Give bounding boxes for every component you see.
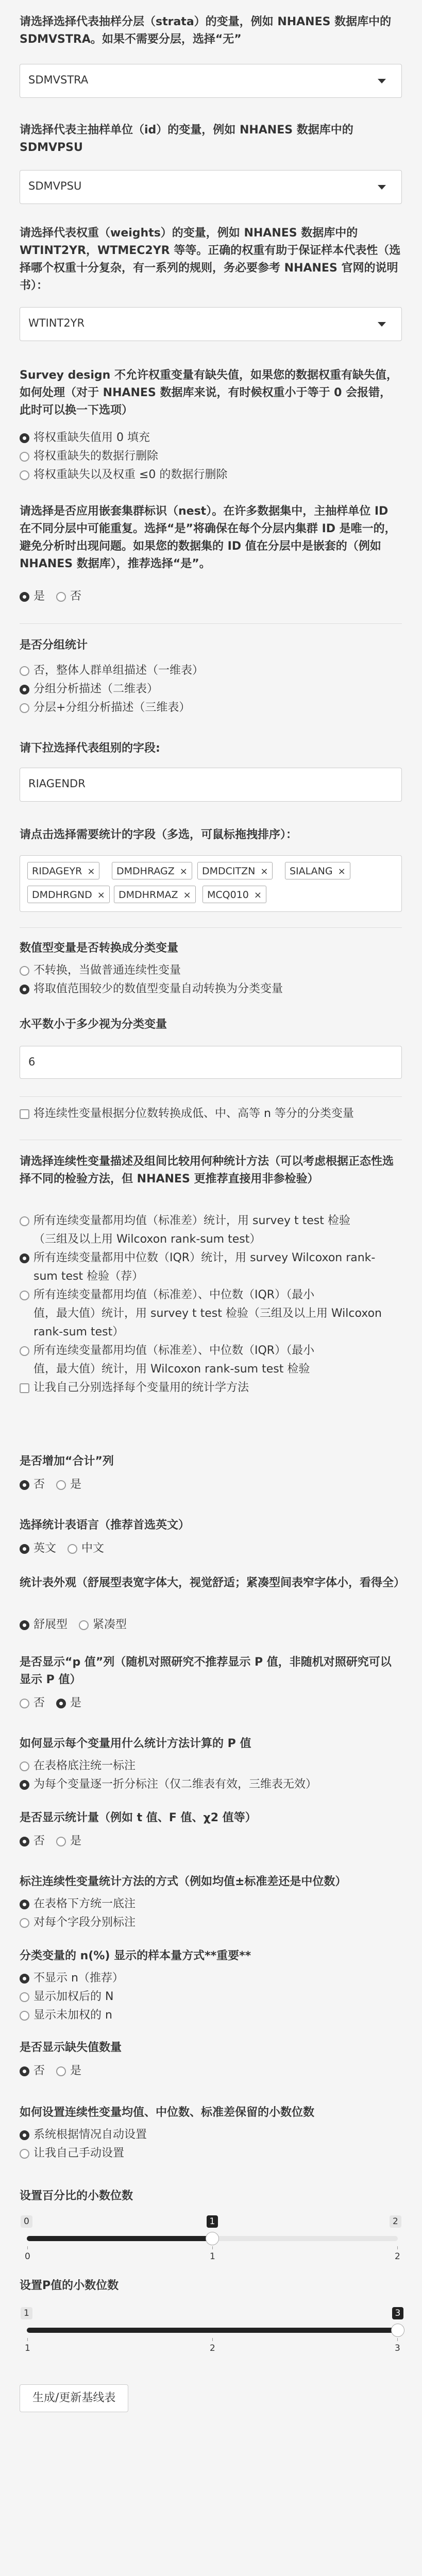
p-method-options: [20, 1757, 401, 1794]
slider-min-label: 0: [21, 2215, 32, 2228]
close-icon[interactable]: ×: [183, 890, 191, 901]
slider-tick-line: [212, 2338, 213, 2341]
slider-tick-line: [397, 2246, 398, 2249]
convert-option[interactable]: 不转换，当做普通连续性变量: [20, 961, 401, 980]
nest-label: 请选择是否应用嵌套集群标识（nest）。在许多数据集中，主抽样单位 ID 在不同分层中可能重复。选择“是”将确保在每个分层内集群 ID 是唯一的，避免分析时出现问题。如果您的数据集的 ID 值在分层中是嵌套的（例如 NHANES 数据库），推荐选择“是”。: [20, 505, 396, 570]
missing-weight-option[interactable]: 将权重缺失值用 0 填充: [20, 429, 401, 447]
language-label: 选择统计表语言（推荐首选英文）: [20, 1519, 190, 1532]
radio-icon: [20, 433, 29, 443]
decimals-option[interactable]: 让我自己手动设置: [20, 2144, 401, 2163]
slider-min-label: 1: [21, 2307, 32, 2319]
missing-weight-option[interactable]: 将权重缺失的数据行删除: [20, 447, 401, 466]
slider-tick-label: 2: [210, 2343, 215, 2353]
variable-tag[interactable]: SIALANG ×: [285, 862, 350, 879]
strata-select[interactable]: [20, 64, 402, 98]
decimals-label: 如何设置连续性变量均值、中位数、标准差保留的小数位数: [20, 2106, 315, 2119]
psu-select[interactable]: [20, 170, 402, 204]
missing-n-group: 否 是: [20, 2062, 401, 2080]
close-icon[interactable]: ×: [87, 866, 95, 877]
slider-tick-label: 1: [210, 2251, 215, 2262]
radio-icon[interactable]: [79, 1620, 89, 1630]
divider: [20, 927, 402, 928]
group-var-value: RIAGENDR: [28, 777, 86, 790]
language-group: 英文 中文: [20, 1539, 401, 1558]
p-method-option[interactable]: 为每个变量逐一折分标注（仅二维表有效，三维表无效）: [20, 1775, 401, 1794]
n-display-option[interactable]: 不显示 n（推荐）: [20, 1969, 401, 1988]
radio-icon: [20, 1291, 29, 1300]
group-var-label: 请下拉选择代表组别的字段:: [20, 742, 160, 755]
table-style-group: 舒展型 紧凑型: [20, 1616, 401, 1634]
radio-icon: [20, 452, 29, 462]
n-display-option[interactable]: 显示未加权的 n: [20, 2006, 401, 2025]
total-col-group: 否 是: [20, 1476, 401, 1494]
radio-icon: [20, 470, 29, 480]
slider-fill: [27, 2328, 398, 2333]
decimals-option[interactable]: 系统根据情况自动设置: [20, 2126, 401, 2144]
p-method-option[interactable]: 在表格底注统一标注: [20, 1757, 401, 1775]
radio-icon: [20, 1216, 29, 1226]
radio-icon[interactable]: [56, 1699, 66, 1708]
n-display-options: [20, 1969, 401, 2025]
slider-value-label: 3: [392, 2307, 404, 2319]
radio-icon[interactable]: [20, 1837, 29, 1846]
total-col-label: 是否增加“合计”列: [20, 1455, 114, 1468]
method-label: 请选择连续性变量描述及组间比较用何种统计方法（可以考虑根据正态性选择不同的检验方法，但 NHANES 更推荐直接用非参检验）: [20, 1155, 394, 1185]
radio-icon: [20, 685, 29, 694]
group-option[interactable]: 否，整体人群单组描述（一维表）: [20, 662, 401, 680]
radio-icon: [20, 1992, 29, 2002]
method-note-option[interactable]: 对每个字段分别标注: [20, 1913, 401, 1932]
slider-handle[interactable]: [206, 2232, 219, 2245]
group-label: 是否分组统计: [20, 639, 88, 652]
method-option[interactable]: 所有连续变量都用中位数（IQR）统计，用 survey Wilcoxon rank- sum test 检验（荐）: [20, 1249, 401, 1286]
missing-weight-label: Survey design 不允许权重变量有缺失值，如果您的数据权重有缺失值，如何处理（对于 NHANES 数据库来说，有时候权重小于等于 0 会报错，此时可以换一下选项）: [20, 369, 398, 417]
missing-weight-option[interactable]: 将权重缺失以及权重 ≤0 的数据行删除: [20, 466, 401, 484]
stat-vars-label: 请点击选择需要统计的字段（多选，可鼠标拖拽排序）：: [20, 828, 298, 841]
generate-table-button[interactable]: 生成/更新基线表: [20, 2384, 128, 2412]
radio-icon: [20, 2149, 29, 2159]
radio-icon: [20, 1900, 29, 1909]
radio-icon: [20, 2011, 29, 2021]
decimals-options: [20, 2126, 401, 2163]
pct-slider-label: 设置百分比的小数位数: [20, 2190, 133, 2202]
quantile-checkbox[interactable]: 将连续性变量根据分位数转换成低、中、高等 n 等分的分类变量: [20, 1105, 402, 1123]
p-slider-label: 设置P值的小数位数: [20, 2279, 119, 2292]
stat-value-label: 是否显示统计量（例如 t 值、F 值、χ2 值等）: [20, 1811, 257, 1824]
radio-icon: [20, 1918, 29, 1928]
variable-tag[interactable]: RIDAGEYR ×: [27, 862, 99, 879]
levels-input[interactable]: 6: [20, 1046, 402, 1079]
radio-icon[interactable]: [20, 592, 29, 602]
close-icon[interactable]: ×: [97, 890, 105, 901]
method-options: [20, 1212, 401, 1397]
radio-icon[interactable]: [20, 2066, 29, 2076]
radio-icon: [20, 1346, 29, 1356]
slider-fill: [27, 2236, 212, 2241]
slider-tick-line: [27, 2246, 28, 2249]
p-col-group: 否 是: [20, 1694, 401, 1713]
radio-icon[interactable]: [56, 592, 66, 602]
stat-vars-multiselect[interactable]: [20, 855, 402, 912]
slider-handle[interactable]: [391, 2324, 404, 2337]
method-custom-checkbox[interactable]: 让我自己分别选择每个变量用的统计学方法: [20, 1379, 401, 1397]
radio-icon: [20, 703, 29, 713]
group-options: [20, 662, 401, 717]
missing-n-label: 是否显示缺失值数量: [20, 2041, 122, 2054]
radio-icon: [20, 1761, 29, 1771]
chevron-down-icon: [378, 185, 386, 190]
divider: [20, 623, 402, 624]
slider-tick-line: [212, 2246, 213, 2249]
variable-tag[interactable]: DMDHRGND ×: [27, 886, 110, 903]
levels-label: 水平数小于多少视为分类变量: [20, 1018, 167, 1031]
weights-label: 请选择代表权重（weights）的变量，例如 NHANES 数据库中的 WTINT2YR，WTMEC2YR 等等。正确的权重有助于保证样本代表性（选择哪个权重十分复杂，有一系列的规则，务必要参考 NHANES 官网的说明书）：: [20, 227, 401, 292]
p-col-label: 是否显示“p 值”列（随机对照研究不推荐显示 P 值，非随机对照研究可以显示 P 值）: [20, 1656, 392, 1686]
radio-icon[interactable]: [20, 1480, 29, 1490]
radio-icon: [20, 2130, 29, 2140]
method-option[interactable]: 所有连续变量都用均值（标准差）、中位数（IQR）（最小 值，最大值）统计，用 Wilcoxon rank-sum test 检验: [20, 1342, 401, 1379]
missing-weight-group: [20, 429, 401, 484]
radio-icon[interactable]: [20, 1544, 29, 1554]
chevron-down-icon: [378, 79, 386, 83]
radio-icon: [20, 1974, 29, 1984]
radio-icon[interactable]: [56, 2066, 66, 2076]
divider: [20, 1096, 402, 1097]
checkbox-icon: [20, 1383, 29, 1393]
weights-value: WTINT2YR: [28, 317, 85, 329]
nest-group: 是 否: [20, 587, 401, 606]
method-note-option[interactable]: 在表格下方统一底注: [20, 1895, 401, 1913]
method-option[interactable]: 所有连续变量都用均值（标准差）统计，用 survey t test 检验 （三组及以上用 Wilcoxon rank-sum test）: [20, 1212, 401, 1249]
group-var-select[interactable]: [20, 768, 402, 802]
radio-icon: [20, 1780, 29, 1790]
method-note-options: [20, 1895, 401, 1932]
chevron-down-icon: [378, 322, 386, 327]
radio-icon: [20, 985, 29, 994]
group-option[interactable]: 分层+分组分析描述（三维表）: [20, 699, 401, 717]
variable-tag[interactable]: DMDHRMAZ ×: [114, 886, 196, 903]
slider-value-label: 1: [207, 2215, 218, 2228]
radio-icon[interactable]: [20, 1699, 29, 1708]
close-icon[interactable]: ×: [337, 866, 346, 877]
convert-option[interactable]: 将取值范围较少的数值型变量自动转换为分类变量: [20, 980, 401, 998]
n-display-option[interactable]: 显示加权后的 N: [20, 1988, 401, 2006]
slider-tick-label: 3: [395, 2343, 400, 2353]
close-icon[interactable]: ×: [260, 866, 268, 877]
radio-icon: [20, 666, 29, 676]
method-note-label: 标注连续性变量统计方法的方式（例如均值±标准差还是中位数）: [20, 1875, 347, 1888]
convert-options: [20, 961, 401, 998]
variable-tag[interactable]: MCQ010 ×: [202, 886, 266, 903]
slider-tick-label: 1: [25, 2343, 30, 2353]
radio-icon: [20, 1253, 29, 1263]
strata-value: SDMVSTRA: [28, 74, 89, 86]
radio-icon[interactable]: [20, 1620, 29, 1630]
variable-tag[interactable]: DMDHRAGZ ×: [112, 862, 192, 879]
strata-label: 请选择选择代表抽样分层（strata）的变量，例如 NHANES 数据库中的 SDMVSTRA。如果不需要分层，选择“无”: [20, 15, 392, 46]
stat-value-group: 否 是: [20, 1832, 401, 1851]
checkbox-icon: [20, 1109, 29, 1119]
convert-label: 数值型变量是否转换成分类变量: [20, 942, 179, 955]
radio-icon[interactable]: [56, 1480, 66, 1490]
p-method-label: 如何显示每个变量用什么统计方法计算的 P 值: [20, 1737, 251, 1750]
close-icon[interactable]: ×: [179, 866, 188, 877]
psu-value: SDMVPSU: [28, 180, 82, 192]
slider-tick-label: 0: [25, 2251, 30, 2262]
method-option[interactable]: 所有连续变量都用均值（标准差）、中位数（IQR）（最小 值，最大值）统计，用 survey t test 检验（三组及以上用 Wilcoxon rank-sum test）: [20, 1286, 401, 1342]
radio-icon: [20, 966, 29, 976]
variable-tag[interactable]: DMDCITZN ×: [197, 862, 273, 879]
slider-max-label: 2: [390, 2215, 401, 2228]
table-style-label: 统计表外观（舒展型表宽字体大，视觉舒适；紧凑型间表窄字体小，看得全）: [20, 1577, 406, 1589]
slider-tick-line: [27, 2338, 28, 2341]
radio-icon[interactable]: [67, 1544, 77, 1554]
radio-icon[interactable]: [56, 1837, 66, 1846]
close-icon[interactable]: ×: [254, 890, 262, 901]
slider-tick-label: 2: [395, 2251, 400, 2262]
slider-tick-line: [397, 2338, 398, 2341]
group-option[interactable]: 分组分析描述（二维表）: [20, 680, 401, 699]
n-display-label: 分类变量的 n(%) 显示的样本量方式**重要**: [20, 1950, 251, 1962]
weights-select[interactable]: [20, 307, 402, 341]
psu-label: 请选择代表主抽样单位（id）的变量，例如 NHANES 数据库中的 SDMVPSU: [20, 124, 353, 154]
